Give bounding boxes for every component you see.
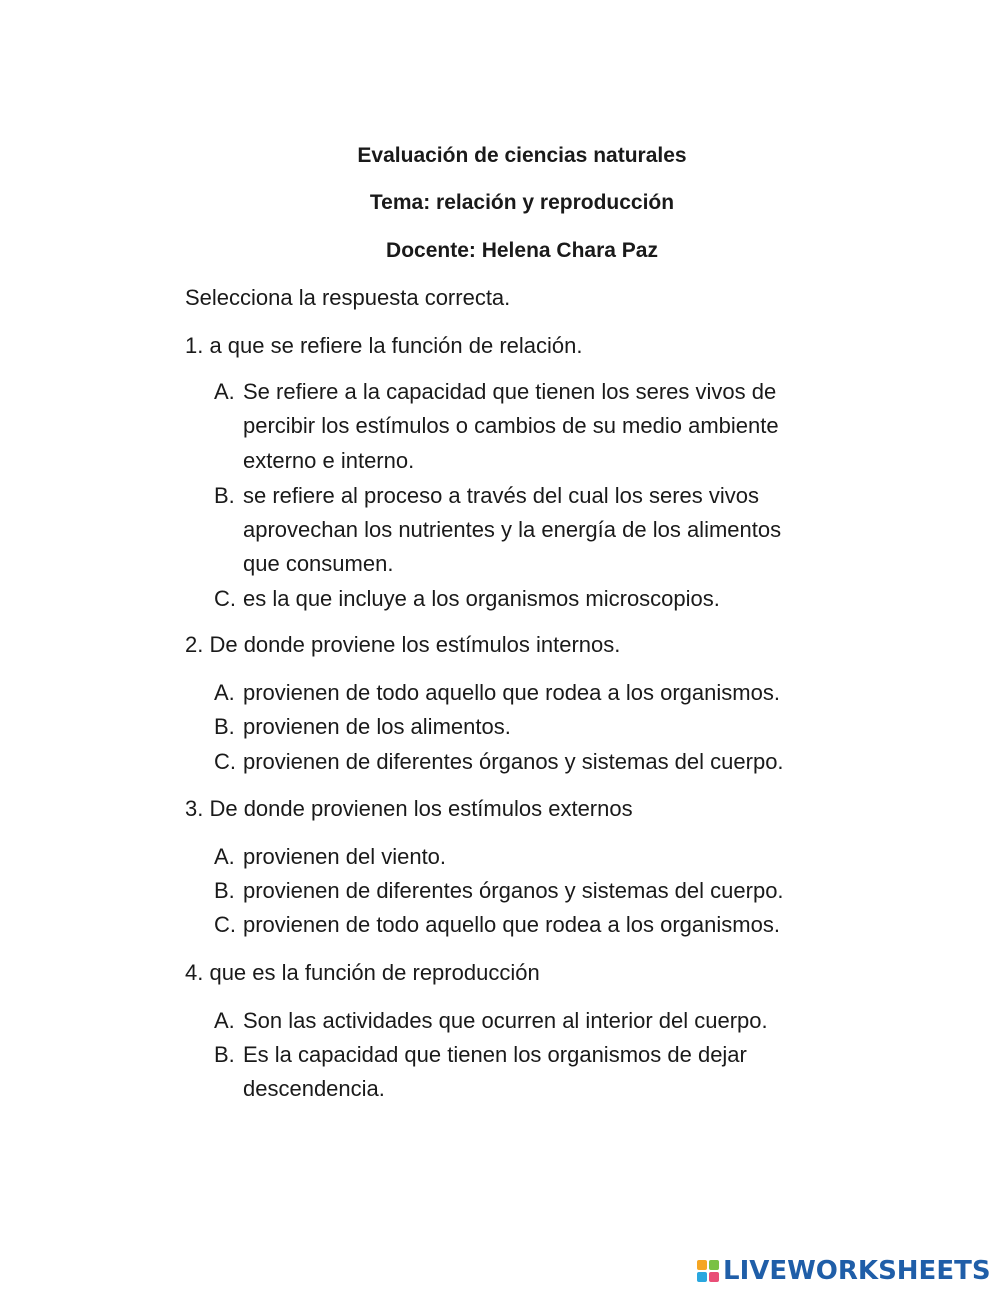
q1-option-b-letter[interactable]: B. [214, 483, 235, 508]
q3-option-a-letter[interactable]: A. [214, 844, 235, 869]
question-3: 3. De donde provienen los estímulos externos [185, 796, 633, 821]
logo-block [697, 1260, 707, 1270]
question-2: 2. De donde proviene los estímulos internos. [185, 632, 621, 657]
q2-option-c-letter[interactable]: C. [214, 749, 236, 774]
page-title: Evaluación de ciencias naturales [357, 144, 687, 167]
logo-block [697, 1272, 707, 1282]
q2-option-c-text[interactable]: provienen de diferentes órganos y sistemas del cuerpo. [243, 749, 784, 774]
q2-option-b-letter[interactable]: B. [214, 714, 235, 739]
q1-option-a-text[interactable]: externo e interno. [243, 448, 415, 473]
q4-option-a-text[interactable]: Son las actividades que ocurren al interior del cuerpo. [243, 1008, 768, 1033]
logo-block [709, 1272, 719, 1282]
q3-option-b-text[interactable]: provienen de diferentes órganos y sistemas del cuerpo. [243, 878, 784, 903]
q4-option-a-letter[interactable]: A. [214, 1008, 235, 1033]
question-1: 1. a que se refiere la función de relación. [185, 333, 583, 358]
page-topic: Tema: relación y reproducción [369, 191, 675, 214]
q2-option-b-text[interactable]: provienen de los alimentos. [243, 714, 511, 739]
page-teacher: Docente: Helena Chara Paz [386, 239, 658, 262]
q2-option-a-letter[interactable]: A. [214, 680, 235, 705]
q4-option-b-text[interactable]: descendencia. [243, 1076, 385, 1101]
logo-block [709, 1260, 719, 1270]
logo-text: LIVEWORKSHEETS [723, 1256, 991, 1286]
instruction: Selecciona la respuesta correcta. [185, 285, 511, 310]
q4-option-b-letter[interactable]: B. [214, 1042, 235, 1067]
q1-option-a-text[interactable]: Se refiere a la capacidad que tienen los seres vivos de [243, 379, 777, 404]
q3-option-a-text[interactable]: provienen del viento. [243, 844, 447, 869]
logo-blocks-icon [697, 1260, 719, 1282]
q3-option-c-text[interactable]: provienen de todo aquello que rodea a los organismos. [243, 912, 780, 937]
q1-option-b-text[interactable]: que consumen. [243, 551, 394, 576]
q2-option-a-text[interactable]: provienen de todo aquello que rodea a los organismos. [243, 680, 780, 705]
q1-option-b-text[interactable]: aprovechan los nutrientes y la energía de los alimentos [243, 517, 782, 542]
q4-option-b-text[interactable]: Es la capacidad que tienen los organismos de dejar [243, 1042, 747, 1067]
q3-option-c-letter[interactable]: C. [214, 912, 236, 937]
q1-option-c-letter[interactable]: C. [214, 586, 236, 611]
question-4: 4. que es la función de reproducción [185, 960, 540, 985]
q1-option-a-text[interactable]: percibir los estímulos o cambios de su medio ambiente [243, 413, 779, 438]
q1-option-a-letter[interactable]: A. [214, 379, 235, 404]
liveworksheets-logo[interactable] [697, 1256, 991, 1286]
q1-option-b-text[interactable]: se refiere al proceso a través del cual los seres vivos [243, 483, 760, 508]
q3-option-b-letter[interactable]: B. [214, 878, 235, 903]
q1-option-c-text[interactable]: es la que incluye a los organismos microscopios. [243, 586, 720, 611]
